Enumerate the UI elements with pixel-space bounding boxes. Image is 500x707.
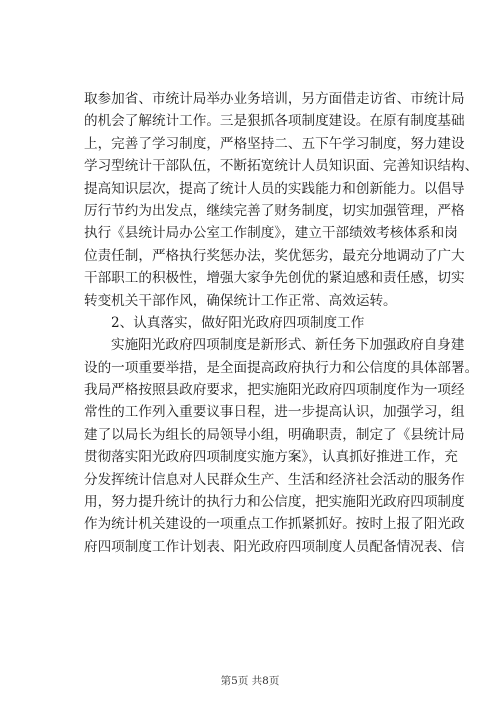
body-text: [84, 88, 479, 558]
page-number-footer: 第5页 共8页: [220, 675, 280, 687]
paragraph-line: 转变机关干部作风，确保统计工作正常、高效运转。: [84, 292, 397, 309]
paragraph-line: 作为统计机关建设的一项重点工作抓紧抓好。按时上报了阳光政: [84, 516, 465, 533]
paragraph-line: 贯彻落实阳光政府四项制度实施方案》，认真抓好推进工作，充: [84, 449, 458, 466]
paragraph-line: 分发挥统计信息对人民群众生产、生活和经济社会活动的服务作: [84, 471, 465, 488]
paragraph-line: 位责任制，严格执行奖惩办法，奖优惩劣，最充分地调动了广大: [84, 247, 465, 264]
paragraph-2: [84, 334, 479, 558]
paragraph-line: 府四项制度工作计划表、阳光政府四项制度人员配备情况表、信: [84, 538, 465, 555]
paragraph-line: 的机会了解统计工作。三是狠抓各项制度建设。在原有制度基础: [84, 113, 465, 130]
paragraph-line: 学习型统计干部队伍，不断拓宽统计人员知识面、完善知识结构、: [84, 158, 479, 175]
paragraph-line: 设的一项重要举措，是全面提高政府执行力和公信度的具体部署。: [84, 359, 479, 376]
paragraph-line: 常性的工作列入重要议事日程，进一步提高认识，加强学习，组: [84, 404, 465, 421]
paragraph-line: 我局严格按照县政府要求，把实施阳光政府四项制度作为一项经: [84, 382, 465, 399]
paragraph-line: 实施阳光政府四项制度是新形式、新任务下加强政府自身建: [111, 337, 465, 354]
paragraph-line: 执行《县统计局办公室工作制度》，建立干部绩效考核体系和岗: [84, 225, 458, 242]
paragraph-line: 取参加省、市统计局举办业务培训，另方面借走访省、市统计局: [84, 91, 465, 107]
paragraph-line: 干部职工的积极性，增强大家争先创优的紧迫感和责任感，切实: [84, 270, 465, 287]
paragraph-line: 上，完善了学习制度，严格坚持二、五下午学习制度，努力建设: [84, 135, 465, 152]
section-heading: 2、认真落实，做好阳光政府四项制度工作: [111, 314, 365, 331]
paragraph-1: [84, 88, 479, 312]
paragraph-line: 厉行节约为出发点，继续完善了财务制度，切实加强管理，严格: [84, 202, 465, 219]
paragraph-line: 提高知识层次，提高了统计人员的实践能力和创新能力。以倡导: [84, 180, 465, 197]
paragraph-line: 建了以局长为组长的局领导小组，明确职责，制定了《县统计局: [84, 426, 465, 443]
paragraph-line: 用，努力提升统计的执行力和公信度，把实施阳光政府四项制度: [84, 494, 465, 511]
